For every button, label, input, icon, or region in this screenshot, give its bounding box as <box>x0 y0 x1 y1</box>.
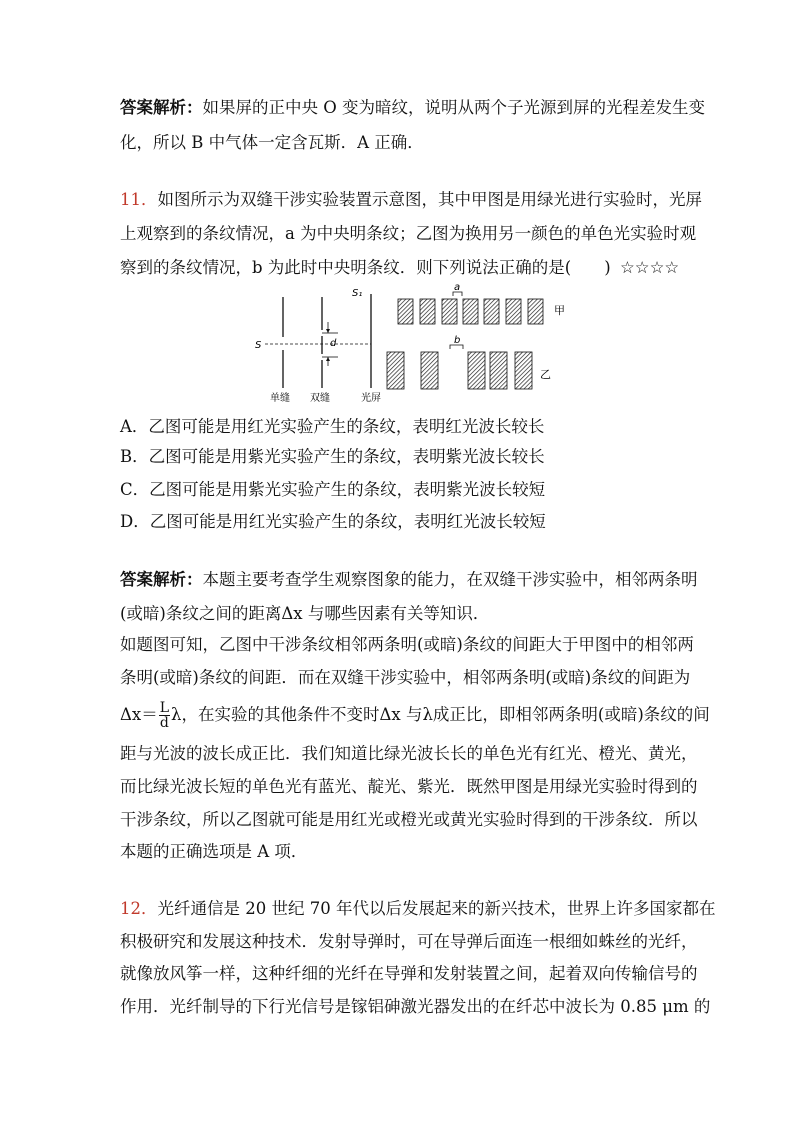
option-a: A．乙图可能是用红光实验产生的条纹，表明红光波长较长 <box>120 417 545 436</box>
label-double-slit: 双缝 <box>310 393 330 404</box>
analysis-text: 如果屏的正中央 O 变为暗纹，说明从两个子光源到屏的光程差发生变 <box>202 98 706 117</box>
analysis-2-line-4: 条明(或暗)条纹的间距．而在双缝干涉实验中，相邻两条明(或暗)条纹的间距为 <box>120 668 691 687</box>
analysis-2-line-9: 本题的正确选项是 A 项． <box>120 842 308 861</box>
analysis-label: 答案解析： <box>120 570 203 589</box>
question-number: 12． <box>120 899 158 918</box>
question-text: 光纤通信是 20 世纪 70 年代以后发展起来的新兴技术，世界上许多国家都在 <box>157 899 716 918</box>
question-number: 11． <box>120 190 158 209</box>
formula-numerator: L <box>159 700 170 716</box>
difficulty-stars: ☆☆☆☆ <box>620 258 680 277</box>
question-12-line-1 <box>120 899 715 919</box>
analysis-text: 本题主要考查学生观察图象的能力，在双缝干涉实验中，相邻两条明 <box>202 570 698 589</box>
analysis-1-line-1 <box>120 98 705 118</box>
label-single-slit: 单缝 <box>270 393 290 404</box>
question-12-line-2: 积极研究和发展这种技术．发射导弹时，可在导弹后面连一根细如蛛丝的光纤， <box>120 932 698 951</box>
label-a: a <box>454 282 461 293</box>
yi-fringes <box>387 352 532 389</box>
question-text: 如图所示为双缝干涉实验装置示意图，其中甲图是用绿光进行实验时，光屏 <box>157 190 702 209</box>
analysis-text: 在实验的其他条件不变时Δx 与λ成正比，即相邻两条明(或暗)条纹的间 <box>198 705 710 724</box>
formula-fraction <box>159 701 170 730</box>
label-d: d <box>330 338 337 349</box>
analysis-2-line-3: 如题图可知，乙图中干涉条纹相邻两条明(或暗)条纹的间距大于甲图中的相邻两 <box>120 635 694 654</box>
analysis-2-formula-line <box>120 700 710 730</box>
label-b: b <box>454 335 461 346</box>
question-11-line-1 <box>120 190 702 210</box>
formula-lhs: Δx＝ <box>120 705 158 724</box>
question-11-line-2: 上观察到的条纹情况，a 为中央明条纹；乙图为换用另一颜色的单色光实验时观 <box>120 224 697 243</box>
analysis-1-line-2: 化，所以 B 中气体一定含瓦斯．A 正确． <box>120 133 424 152</box>
label-s: S <box>255 340 262 351</box>
label-jia: 甲 <box>554 304 565 317</box>
analysis-2-line-7: 而比绿光波长短的单色光有蓝光、靛光、紫光．既然甲图是用绿光实验时得到的 <box>120 777 698 796</box>
analysis-2-line-2: (或暗)条纹之间的距离Δx 与哪些因素有关等知识． <box>120 604 490 623</box>
analysis-2-line-6: 距与光波的波长成正比．我们知道比绿光波长长的单色光有红光、橙光、黄光， <box>120 744 698 763</box>
question-11-line-3 <box>120 258 611 278</box>
option-c: C．乙图可能是用紫光实验产生的条纹，表明紫光波长较短 <box>120 480 546 499</box>
double-slit-figure <box>240 282 570 404</box>
question-text: 察到的条纹情况，b 为此时中央明条纹．则下列说法正确的是( ) <box>120 258 611 277</box>
formula-denominator: d <box>159 715 169 731</box>
formula-rhs: λ， <box>171 705 198 724</box>
analysis-2-line-1 <box>120 570 698 590</box>
label-s1: S₁ <box>352 288 363 299</box>
label-screen: 光屏 <box>361 393 381 404</box>
jia-fringes <box>398 299 543 324</box>
analysis-label: 答案解析： <box>120 98 203 117</box>
option-b: B．乙图可能是用紫光实验产生的条纹，表明紫光波长较长 <box>120 447 545 466</box>
analysis-2-line-8: 干涉条纹，所以乙图就可能是用红光或橙光或黄光实验时得到的干涉条纹．所以 <box>120 810 698 829</box>
label-yi: 乙 <box>540 368 551 381</box>
question-12-line-3: 就像放风筝一样，这种纤细的光纤在导弹和发射装置之间，起着双向传输信号的 <box>120 964 698 983</box>
option-d: D．乙图可能是用红光实验产生的条纹，表明红光波长较短 <box>120 512 546 531</box>
question-12-line-4: 作用．光纤制导的下行光信号是镓铝砷激光器发出的在纤芯中波长为 0.85 μm 的 <box>120 997 711 1016</box>
